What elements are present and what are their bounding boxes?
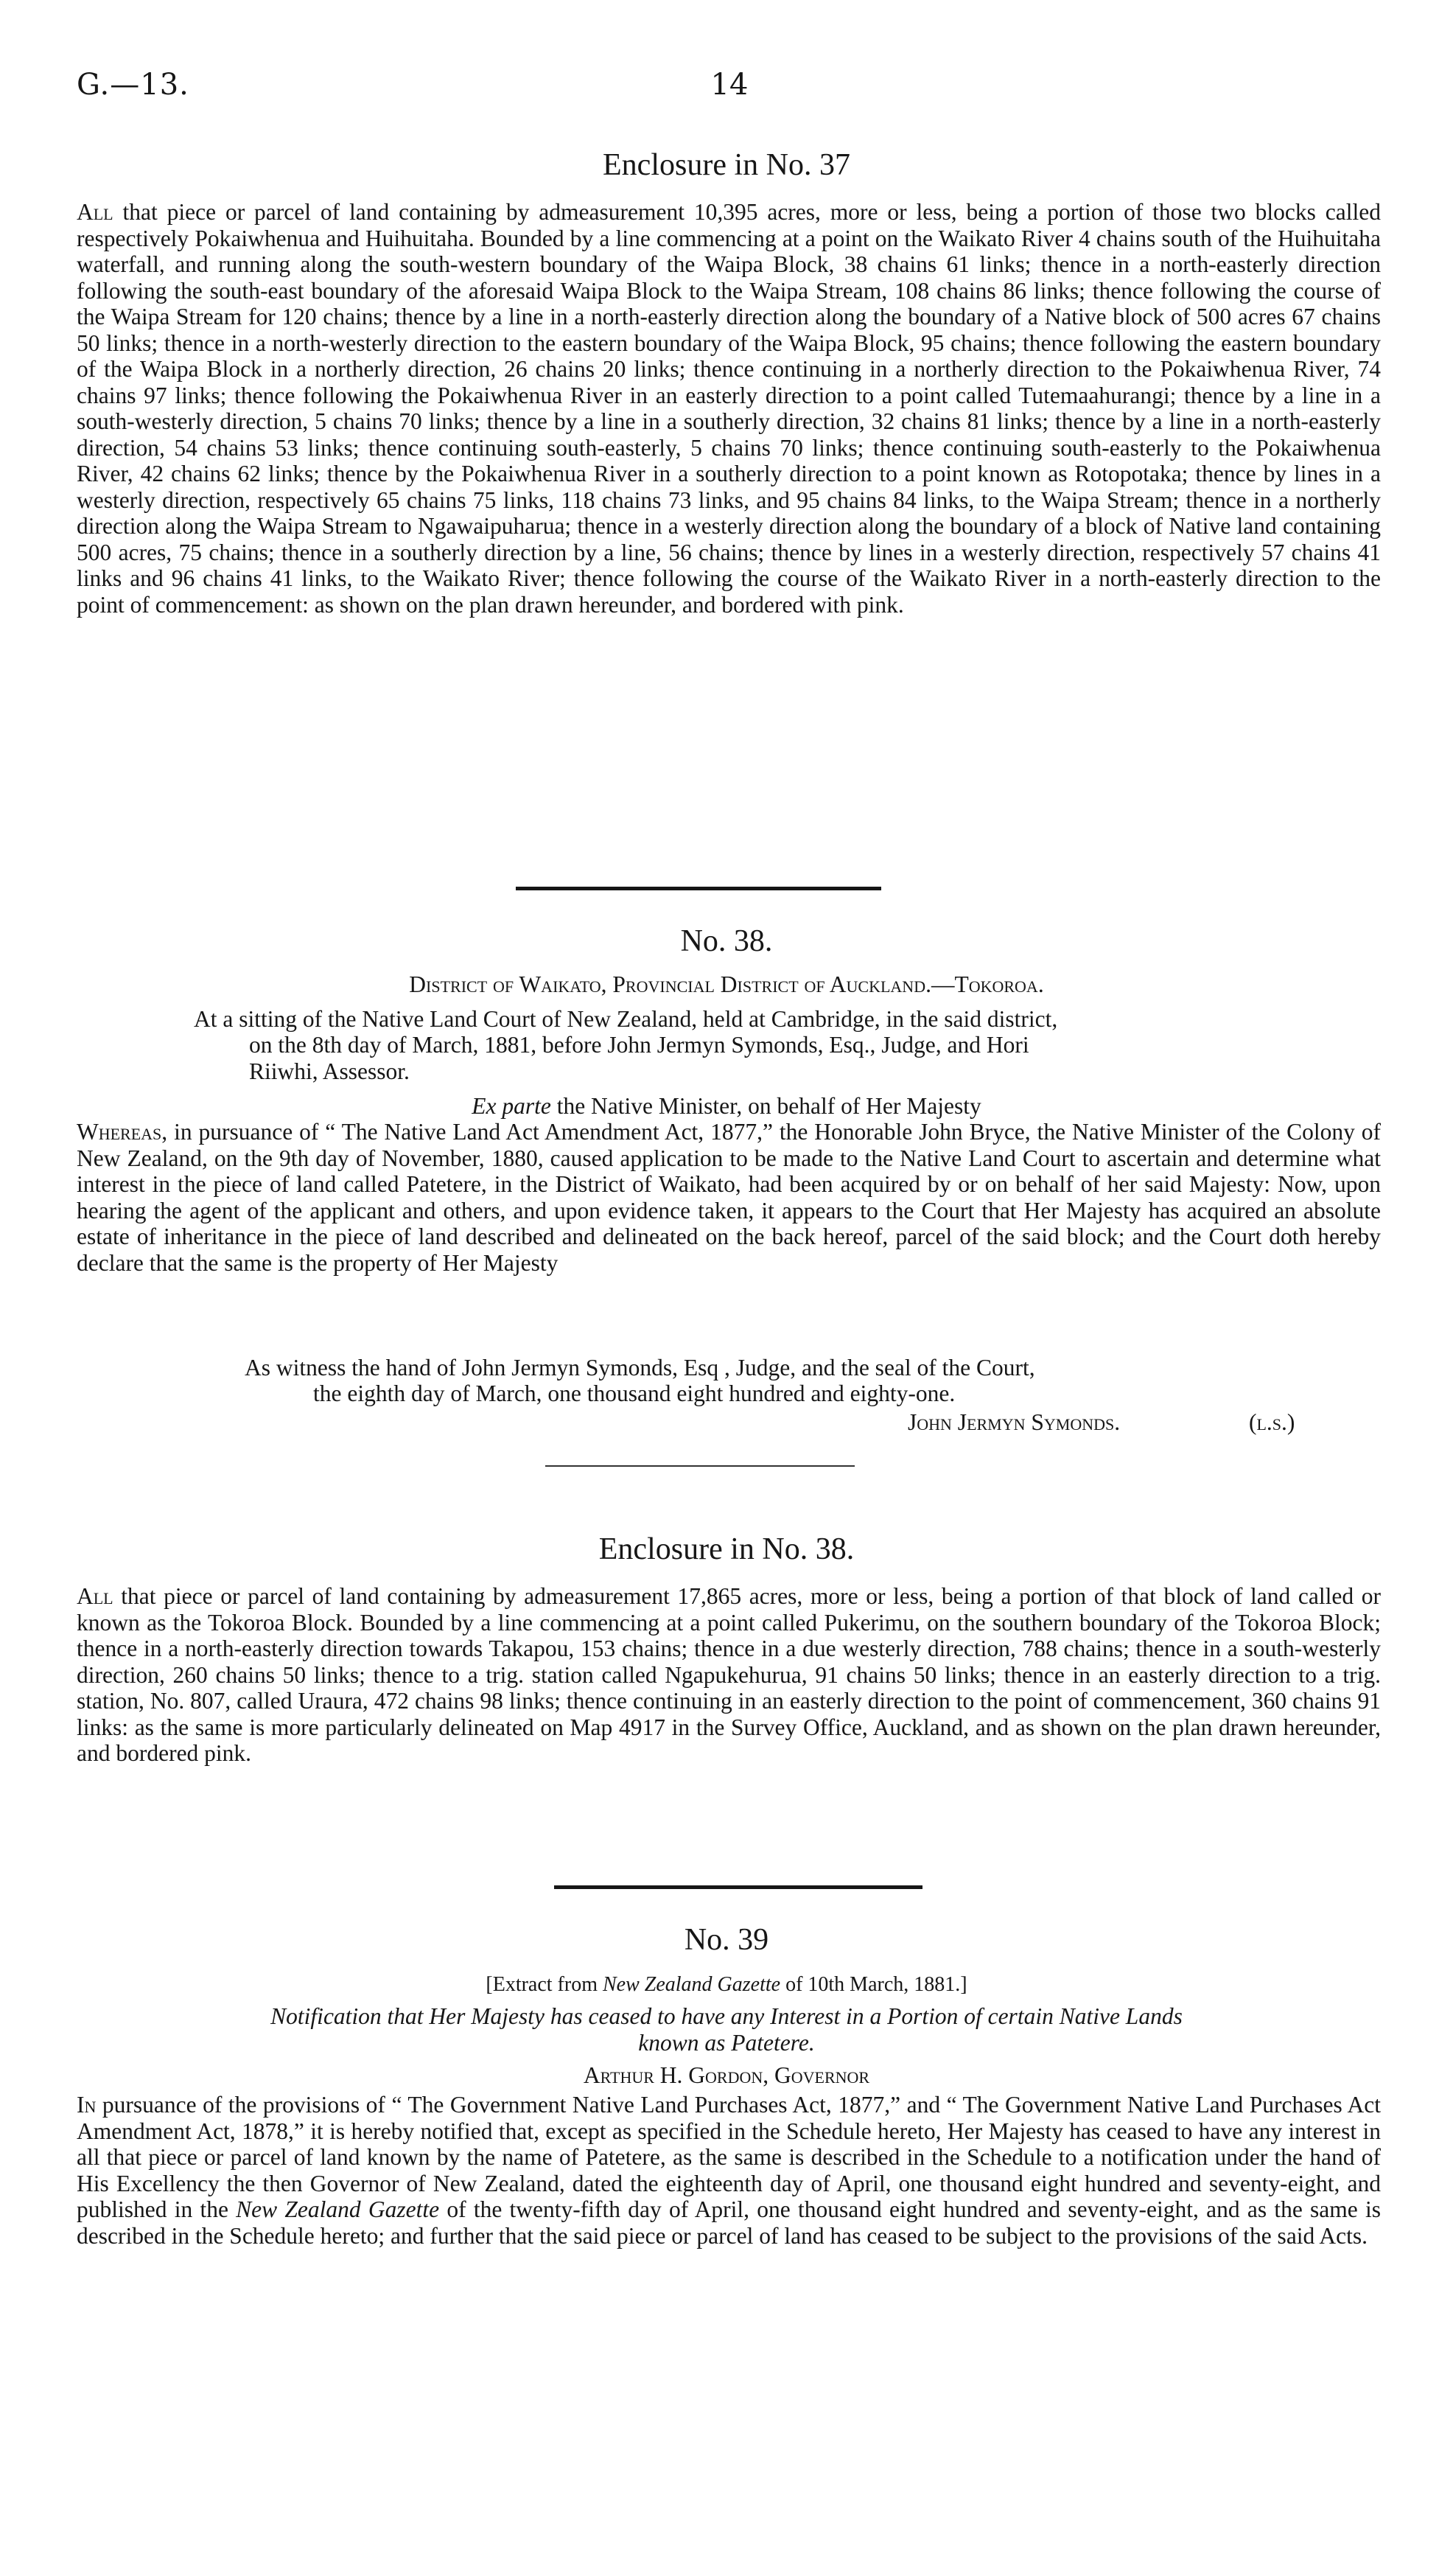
witness-line-2: the eighth day of March, one thousand eight hundred and eighty-one. <box>313 1381 956 1406</box>
enclosure-38-lead: All <box>77 1583 113 1609</box>
section-divider <box>516 887 881 890</box>
enclosure-37-lead: All <box>77 199 113 225</box>
enclosure-38-body: that piece or parcel of land containing by admeasurement 17,865 acres, more or less, being a portion of that block of land called or known as the Tokoroa Block. Bounded by a line commencing at a point called Pukerimu, on the southern boundary of the Tokoroa Block; thence in a north-easterly direction towards Takapou, 153 chains; thence in a due westerly direction, 788 chains; thence in a south-westerly direction, 260 chains 50 links; thence to a trig. station called Ngapukehurua, 91 chains 50 links; thence in an easterly direction to a trig. station, No. 807, called Uraura, 472 chains 98 links; thence continuing in an easterly direction to the point of commencement, 360 chains 91 links: as the same is more particularly delineated on Map 4917 in the Survey Office, Auckland, and as shown on the plan drawn hereunder, and bordered pink. <box>77 1583 1381 1766</box>
extract-pre: [Extract from <box>486 1973 603 1996</box>
thin-divider <box>545 1465 855 1467</box>
witness-line-1: As witness the hand of John Jermyn Symonds, Esq , Judge, and the seal of the Court, <box>245 1355 1035 1381</box>
notification-line-1: Notification that Her Majesty has ceased to have any Interest in a Portion of certain Native Lands <box>270 2003 1183 2029</box>
whereas-lead: Whereas, <box>77 1119 168 1145</box>
no-39-body-italic: New Zealand Gazette <box>236 2196 440 2222</box>
extract-post: of 10th March, 1881.] <box>780 1973 967 1996</box>
section-divider-2 <box>554 1885 922 1889</box>
whereas-body: in pursuance of “ The Native Land Act Amendment Act, 1877,” the Honorable John Bryce, the Native Minister of the Colony of New Zealand, on the 9th day of November, 1880, caused application to be made to the Native Land Court to ascertain and determine what interest in the piece of land called Patetere, in the District of Waikato, had been acquired by or on behalf of her said Majesty: Now, upon hearing the agent of the applicant and others, and upon evidence taken, it appears to the Court that Her Majesty has acquired an absolute estate of inheritance in the piece of land described and delineated on the back hereof, parcel of the said block; and the Court doth hereby declare that the same is the property of Her Majesty <box>77 1119 1381 1276</box>
no-39-body-b: of the twenty-fifth day of April, one thousand eight hundred and seventy-eight, and as the same is described in the Schedule hereto; and further that the said piece or parcel of land has ceased to be subject to the provisions of the said Acts. <box>77 2196 1381 2249</box>
signature: John Jermyn Symonds. <box>908 1409 1121 1435</box>
enclosure-37-body: that piece or parcel of land containing by admeasurement 10,395 acres, more or less, being a portion of those two blocks called respectively Pokaiwhenua and Huihuitaha. Bounded by a line commencing at a point on the Waikato River 4 chains south of the Huihuitaha waterfall, and running along the south-western boundary of the Waipa Block, 38 chains 61 links; thence in a north-easterly direction following the south-east boundary of the aforesaid Waipa Block to the Waipa Stream, 108 chains 86 links; thence following the course of the Waipa Stream for 120 chains; thence by a line in a north-easterly direction along the boundary of a Native block of 500 acres 67 chains 50 links; thence in a north-westerly direction to the eastern boundary of the Waipa Block, 95 chains; thence following the eastern boundary of the Waipa Block in a northerly direction, 26 chains 20 links; thence continuing in a northerly direction to the Pokaiwhenua River, 74 chains 97 links; thence following the Pokaiwhenua River in an easterly direction to a point called Tutemaahurangi; thence by a line in a south-westerly direction, 5 chains 70 links; thence by a line in a southerly direction, 32 chains 81 links; thence by a line in a north-easterly direction, 54 chains 53 links; thence continuing south-easterly, 5 chains 70 links; thence continuing south-easterly to the Pokaiwhenua River, 42 chains 62 links; thence by the Pokaiwhenua River in a southerly direction to a point known as Rotopotaka; thence by lines in a westerly direction, respectively 65 chains 75 links, 118 chains 73 links, and 95 chains 84 links, to the Waipa Stream; thence in a northerly direction along the Waipa Stream to Ngawaipuharua; thence in a westerly direction along the boundary of a block of Native land containing 500 acres, 75 chains; thence in a southerly direction by a line, 56 chains; thence by lines in a westerly direction, respectively 57 chains 41 links and 96 chains 41 links, to the Waikato River; thence following the course of the Waikato River in a north-easterly direction to the point of commencement: as shown on the plan drawn hereunder, and bordered with pink. <box>77 199 1381 618</box>
enclosure-37-text <box>77 199 1381 618</box>
notification-line-2: known as Patetere. <box>638 2030 815 2056</box>
no-39-text <box>77 2092 1381 2249</box>
no-38-whereas-text <box>77 1119 1381 1276</box>
enclosure-38-text <box>77 1583 1381 1767</box>
no-38-sitting-line-2: on the 8th day of March, 1881, before John Jermyn Symonds, Esq., Judge, and Hori <box>249 1032 1029 1058</box>
no-39-heading: No. 39 <box>684 1923 769 1957</box>
enclosure-38-heading: Enclosure in No. 38. <box>598 1532 855 1566</box>
document-reference: G.—13. <box>77 68 189 102</box>
gazette-extract-line <box>0 1972 1453 1998</box>
governor-line: Arthur H. Gordon, Governor <box>583 2062 870 2088</box>
no-38-district-line: District of Waikato, Provincial District of Auckland.—Tokoroa. <box>409 971 1044 997</box>
no-39-body-a: pursuance of the provisions of “ The Government Native Land Purchases Act, 1877,” and “ The Government Native Land Purchases Act Amendment Act, 1878,” it is hereby notified that, except as specified in the Schedule hereto, Her Majesty has ceased to have any interest in all that piece or parcel of land known by the name of Patetere, as the same is described in the Schedule to a notification under the hand of His Excellency the then Governor of New Zealand, dated the eighteenth day of April, one thousand eight hundred and seventy-eight, and published in the <box>77 2092 1381 2222</box>
no-38-sitting-line-3: Riiwhi, Assessor. <box>249 1058 410 1084</box>
page-number: 14 <box>710 68 749 102</box>
no-39-lead: In <box>77 2092 97 2118</box>
no-38-sitting-line-1: At a sitting of the Native Land Court of New Zealand, held at Cambridge, in the said district, <box>194 1006 1058 1032</box>
extract-italic: New Zealand Gazette <box>602 1973 781 1996</box>
ex-parte-italic: Ex parte <box>472 1093 551 1119</box>
no-38-heading: No. 38. <box>680 924 773 958</box>
ex-parte-line <box>0 1093 1453 1120</box>
ex-parte-rest: the Native Minister, on behalf of Her Majesty <box>550 1093 981 1119</box>
seal: (l.s.) <box>1249 1409 1295 1435</box>
enclosure-37-heading: Enclosure in No. 37 <box>603 148 850 182</box>
